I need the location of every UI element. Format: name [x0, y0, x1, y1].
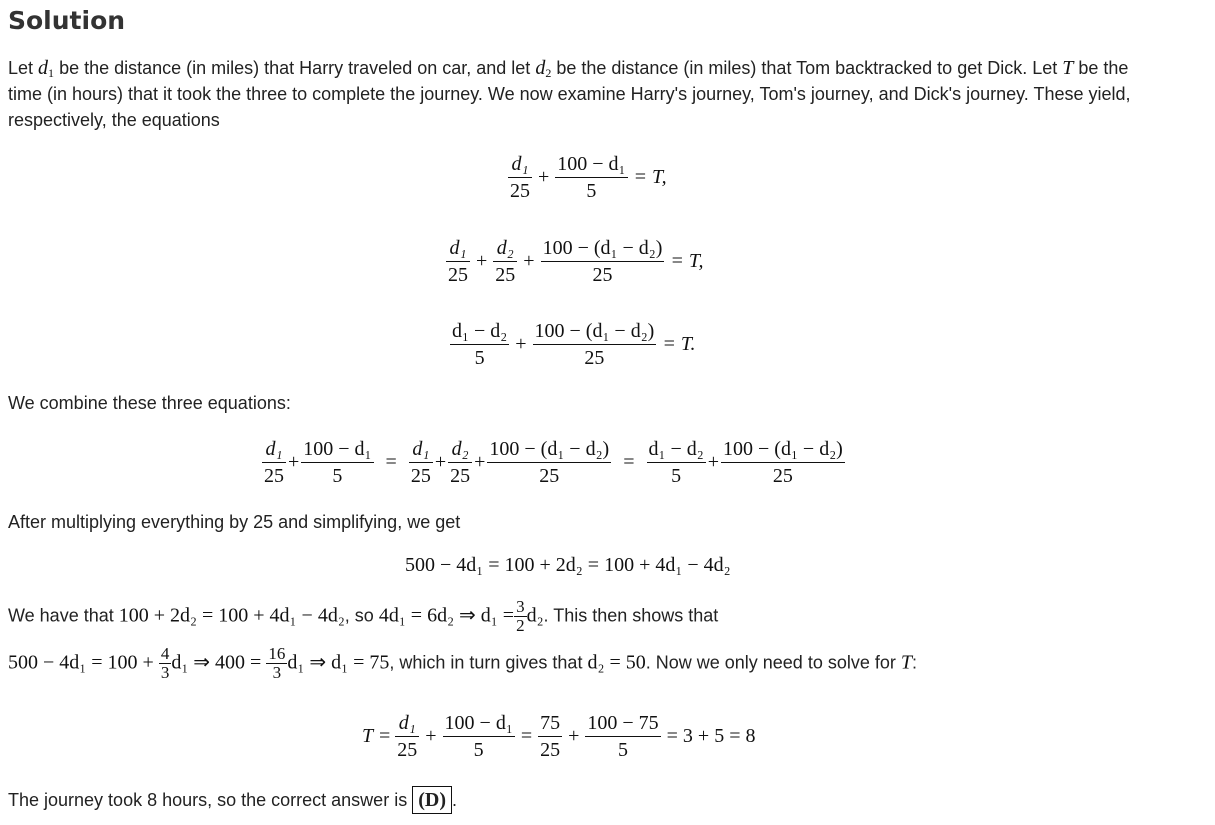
intro-line-1: Let $d_1$ be the distance (in miles) that Harry traveled on car, and let $d_2$ be the distance (in miles) that Tom backtracked to get Dick. Let T be the: [8, 57, 1129, 80]
equation-solve-T: T = $\frac{\text{d₁}}{25}$ + $\frac{\text{100 − d₁}}{5}$ = $\frac{75}{25}$ + $\frac{100 - 75}{5}$ = 3 + 5 = 8: [362, 712, 756, 761]
solution-heading: Solution: [8, 6, 126, 35]
combine-text: We combine these three equations:: [8, 393, 291, 413]
derivation-line-1: We have that 100 + 2d₂ = 100 + 4d₁ − 4d₂, so 4d₁ = 6d₂ ⇒ d₁ = $\frac{3}{2}$ d₂. This then shows that: [8, 597, 719, 635]
multiply-text: After multiplying everything by 25 and simplifying, we get: [8, 512, 461, 532]
equation-tom: $\frac{\text{d₁}}{25}$ + $\frac{\text{d₂}}{25}$ + $\frac{\text{100 − (d₁ − d₂)}}{25}$ = T,: [448, 237, 704, 286]
final-answer-line: The journey took 8 hours, so the correct answer is (D) .: [8, 786, 457, 814]
answer-box: (D): [412, 786, 452, 814]
equation-combined: $\frac{\text{d₁}}{25}$ + $\frac{\text{100 − d₁}}{5}$ = $\frac{\text{d₁}}{25}$ + $\frac{\text{d₂}}{25}$ + $\frac{\text{100 − (d₁ − d₂)}}{25}$ = $\frac{\text{d₁ − d₂}}{5}$ + $\frac{\text{100 − (d₁ − d₂)}}{25}$: [264, 438, 843, 487]
equation-simplified: 500 − 4d₁ = 100 + 2d₂ = 100 + 4d₁ − 4d₂: [405, 554, 731, 576]
intro-line-3: respectively, the equations: [8, 110, 220, 130]
intro-line-2: time (in hours) that it took the three to complete the journey. We now examine Harry's journey, Tom's journey, and Dick's journey. These yield,: [8, 84, 1131, 104]
derivation-line-2: 500 − 4d₁ = 100 + $\frac{4}{3}$ d₁ ⇒ 400 = $\frac{16}{3}$ d₁ ⇒ d₁ = 75, which in turn gives that d₂ = 50. Now we only need to solve for T:: [8, 644, 918, 682]
equation-harry: $\frac{\text{d₁}}{25}$ + $\frac{\text{100 − d₁}}{5}$ = T,: [510, 153, 667, 202]
equation-dick: $\frac{\text{d₁ − d₂}}{5}$ + $\frac{\text{100 − (d₁ − d₂)}}{25}$ = T.: [452, 320, 696, 369]
